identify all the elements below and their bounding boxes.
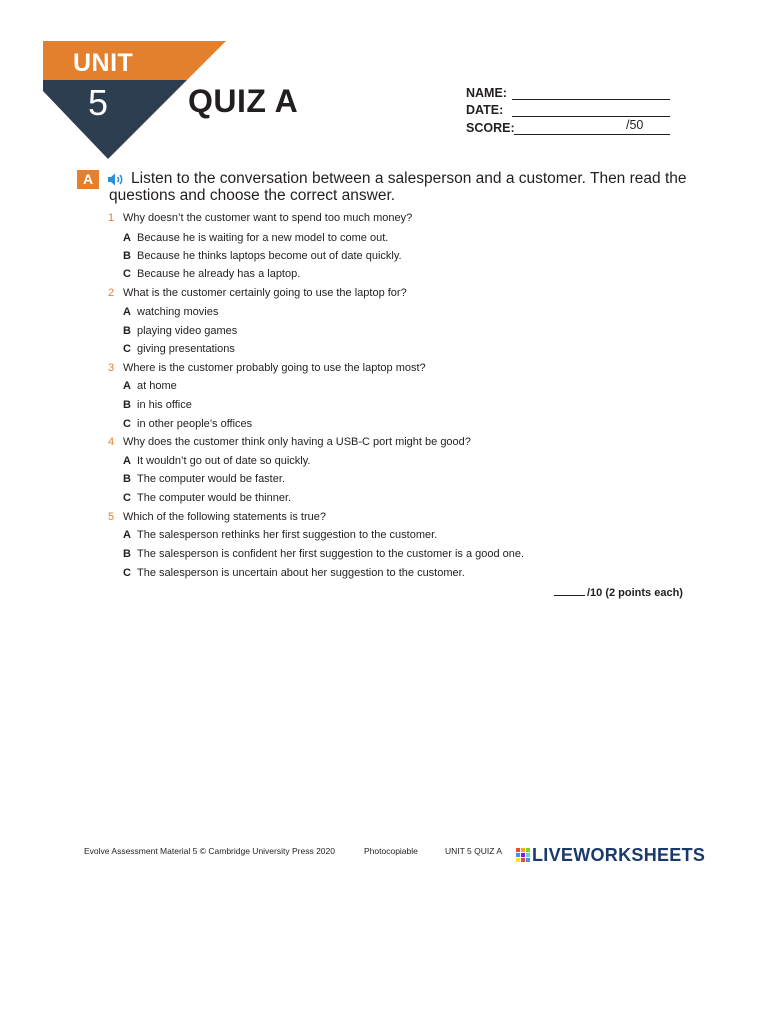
option-text: Because he is waiting for a new model to come out. — [137, 232, 389, 244]
q1-option-c[interactable] — [123, 268, 300, 280]
q1-option-b[interactable] — [123, 250, 402, 262]
option-letter: C — [123, 418, 131, 430]
date-line — [512, 116, 670, 117]
option-text: playing video games — [137, 325, 238, 337]
score-field[interactable] — [466, 121, 515, 135]
q3-option-a[interactable] — [123, 380, 177, 392]
option-text: Because he already has a laptop. — [137, 268, 301, 280]
unit-number: 5 — [88, 82, 109, 123]
question-number: 5 — [108, 511, 115, 523]
liveworksheets-logo-icon — [516, 848, 530, 862]
unit-label: UNIT — [73, 49, 134, 77]
option-letter: B — [123, 548, 131, 560]
quiz-title: QUIZ A — [188, 83, 299, 119]
option-text: watching movies — [137, 306, 219, 318]
q3-option-b[interactable] — [123, 399, 192, 411]
question-text: Where is the customer probably going to use the laptop most? — [123, 362, 426, 374]
q1-option-a[interactable] — [123, 232, 388, 244]
q4-option-a[interactable] — [123, 455, 310, 467]
option-letter: C — [123, 492, 131, 504]
option-text: in his office — [137, 399, 192, 411]
question-number: 4 — [108, 436, 115, 448]
q3-option-c[interactable] — [123, 418, 252, 430]
question-5 — [108, 511, 326, 523]
points-blank[interactable] — [554, 595, 585, 596]
option-text: It wouldn’t go out of date so quickly. — [137, 455, 311, 467]
section-points — [554, 587, 683, 599]
question-1 — [108, 212, 412, 224]
option-letter: B — [123, 250, 131, 262]
option-letter: A — [123, 306, 131, 318]
option-text: The salesperson is uncertain about her suggestion to the customer. — [137, 567, 465, 579]
q2-option-a[interactable] — [123, 306, 218, 318]
score-total: /50 — [626, 118, 644, 132]
points-text: /10 (2 points each) — [587, 587, 683, 599]
q5-option-b[interactable] — [123, 548, 524, 560]
question-text: Why does the customer think only having a USB-C port might be good? — [123, 436, 471, 448]
option-letter: B — [123, 399, 131, 411]
option-text: The computer would be faster. — [137, 473, 285, 485]
section-letter-badge: A — [77, 170, 99, 189]
question-2 — [108, 287, 407, 299]
q5-option-a[interactable] — [123, 529, 437, 541]
question-number: 2 — [108, 287, 115, 299]
option-letter: C — [123, 567, 131, 579]
option-text: The salesperson rethinks her first suggestion to the customer. — [137, 529, 438, 541]
footer-unit-quiz: UNIT 5 QUIZ A — [445, 846, 502, 856]
option-text: at home — [137, 380, 177, 392]
option-text: in other people’s offices — [137, 418, 253, 430]
liveworksheets-brand: LIVEWORKSHEETS — [532, 845, 706, 865]
name-label: NAME: — [466, 86, 507, 100]
section-instructions: Listen to the conversation between a salesperson and a customer. Then read the questions and choose the correct answer. — [109, 170, 687, 204]
question-number: 1 — [108, 212, 115, 224]
question-text: Why doesn’t the customer want to spend too much money? — [123, 212, 413, 224]
date-label: DATE: — [466, 103, 504, 117]
q4-option-b[interactable] — [123, 473, 285, 485]
option-text: giving presentations — [137, 343, 235, 355]
option-letter: B — [123, 325, 131, 337]
option-letter: B — [123, 473, 131, 485]
option-text: The salesperson is confident her first suggestion to the customer is a good one. — [137, 548, 525, 560]
option-text: The computer would be thinner. — [137, 492, 292, 504]
question-number: 3 — [108, 362, 115, 374]
q5-option-c[interactable] — [123, 567, 465, 579]
q2-option-c[interactable] — [123, 343, 235, 355]
option-letter: A — [123, 529, 131, 541]
option-letter: C — [123, 268, 131, 280]
score-label: SCORE: — [466, 121, 515, 135]
option-letter: A — [123, 380, 131, 392]
name-field[interactable] — [466, 86, 507, 100]
date-field[interactable] — [466, 103, 503, 117]
footer-copyright: Evolve Assessment Material 5 © Cambridge University Press 2020 — [84, 846, 335, 856]
option-letter: A — [123, 455, 131, 467]
question-4 — [108, 436, 471, 448]
footer-photocopiable: Photocopiable — [364, 846, 418, 856]
option-text: Because he thinks laptops become out of date quickly. — [137, 250, 402, 262]
option-letter: C — [123, 343, 131, 355]
name-line — [512, 99, 670, 100]
q2-option-b[interactable] — [123, 325, 237, 337]
q4-option-c[interactable] — [123, 492, 291, 504]
score-line — [514, 134, 670, 135]
option-letter: A — [123, 232, 131, 244]
question-text: What is the customer certainly going to use the laptop for? — [123, 287, 407, 299]
question-3 — [108, 362, 426, 374]
question-text: Which of the following statements is true? — [123, 511, 326, 523]
